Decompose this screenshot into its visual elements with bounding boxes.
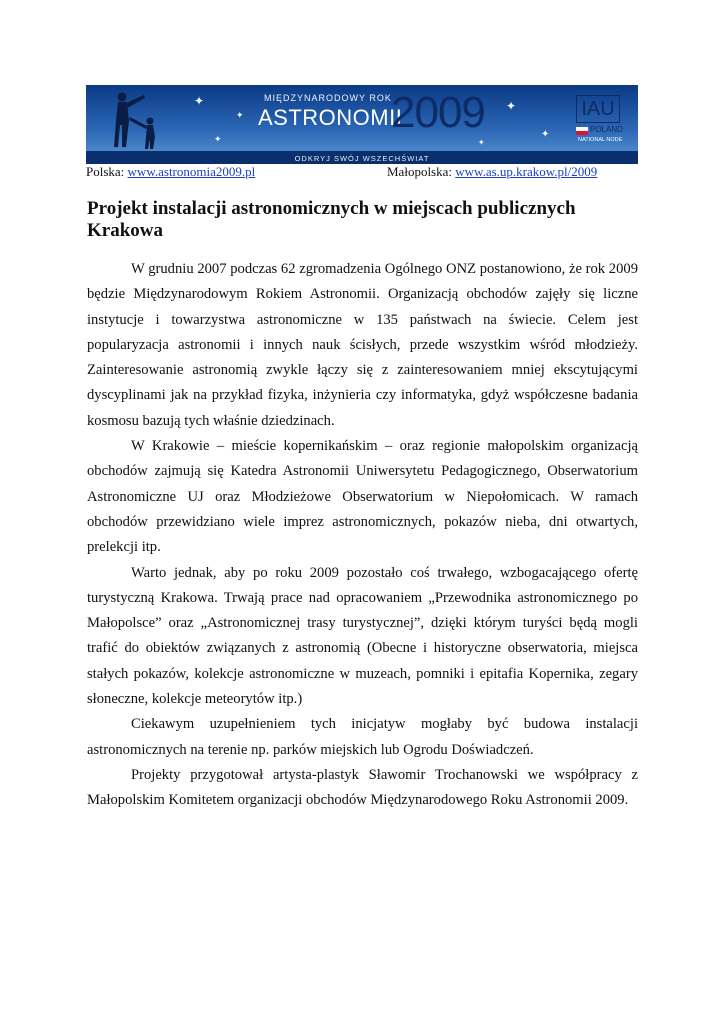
malopolska-link-row	[387, 164, 597, 180]
paragraph: Warto jednak, aby po roku 2009 pozostało coś trwałego, wzbogacającego ofertę turystyczną Krakowa. Trwają prace nad opracowaniem „Przewodnika astronomicznego po Małopolsce” oraz „Astronomicznej trasy turystycznej”, dzięki którym turyści będą mogli trafić do obiektów związanych z astronomią (Obecne i historyczne obserwatoria, miejsca stałych pokazów, kolekcje astronomiczne w muzeach, pomniki i epitafia Kopernika, zegary słoneczne, kolekcje meteorytów itp.)	[87, 564, 638, 708]
stargazers-silhouette-icon	[104, 91, 174, 151]
poland-link-row	[86, 164, 255, 179]
poland-flag-icon	[576, 127, 588, 135]
paragraph: W Krakowie – mieście kopernikańskim – oraz regionie małopolskim organizacją obchodów zajmują się Katedra Astronomii Uniwersytetu Pedagogicznego, Obserwatorium Astronomiczne UJ oraz Młodzieżowe Obserwatorium w Niepołomicach. W ramach obchodów przewidziano wiele imprez astronomicznych, pokazów nieba, dni otwartych, prelekcji itp.	[87, 438, 638, 556]
star-icon: ✦	[236, 110, 244, 120]
document-heading: Projekt instalacji astronomicznych w miejscach publicznych Krakowa	[87, 198, 576, 241]
banner-year: 2009	[391, 88, 485, 137]
site-links	[86, 164, 630, 180]
poland-label: Polska:	[86, 164, 128, 179]
banner-tagline: ODKRYJ SWÓJ WSZECHŚWIAT	[294, 154, 430, 163]
banner-title: ASTRONOMII	[258, 105, 403, 130]
iau-logo: IAU	[576, 95, 620, 123]
malopolska-label: Małopolska:	[387, 164, 456, 179]
star-icon: ✦	[478, 138, 485, 147]
banner-country: POLAND	[590, 125, 623, 134]
paragraph: W grudniu 2007 podczas 62 zgromadzenia Ogólnego ONZ postanowiono, że rok 2009 będzie Międzynarodowym Rokiem Astronomii. Organizacją obchodów zajęły się liczne instytucje i towarzystwa astronomiczne w 135 państwach na świecie. Celem jest popularyzacja astronomii i innych nauk ścisłych, przede wszystkim wśród młodzieży. Zainteresowanie astronomią zwykle łączy się z zainteresowaniem mniej ekscytującymi dyscyplinami jak na przykład fizyka, inżynieria czy informatyka, gdyż współczesne badania kosmosu bazują tych właśnie dziedzinach.	[87, 261, 638, 429]
banner-node: NATIONAL NODE	[578, 137, 623, 143]
banner-subtitle: MIĘDZYNARODOWY ROK	[264, 93, 392, 103]
star-icon: ✦	[541, 129, 550, 140]
paragraph: Ciekawym uzupełnieniem tych inicjatyw mogłaby być budowa instalacji astronomicznych na terenie np. parków miejskich lub Ogrodu Doświadczeń.	[87, 716, 638, 758]
document-body	[87, 257, 638, 814]
poland-link[interactable]: www.astronomia2009.pl	[127, 164, 256, 179]
star-icon: ✦	[506, 99, 517, 113]
malopolska-link[interactable]: www.as.up.krakow.pl/2009	[455, 164, 598, 179]
star-icon: ✦	[194, 94, 205, 108]
star-icon: ✦	[214, 134, 222, 144]
paragraph: Projekty przygotował artysta-plastyk Sławomir Trochanowski we współpracy z Małopolskim Komitetem organizacji obchodów Międzynarodowego Roku Astronomii 2009.	[87, 766, 638, 809]
iya2009-banner	[86, 85, 638, 164]
